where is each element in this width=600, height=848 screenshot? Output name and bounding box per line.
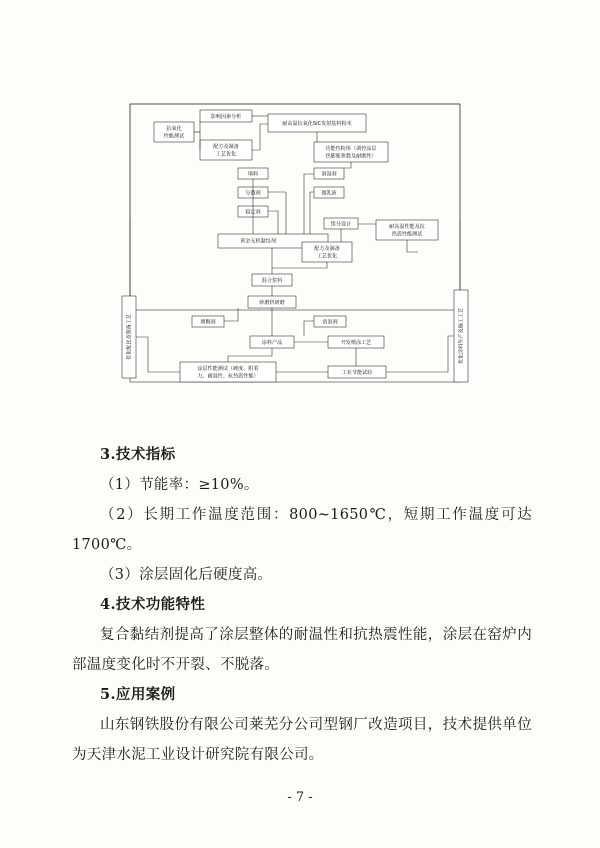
diagram-node-dispersant: 分散剂 — [245, 190, 261, 197]
diagram-node-influence: 影响因素分析 — [210, 114, 242, 120]
section-4-para-1: 复合黏结剂提高了涂层整体的耐温性和抗热震性能，涂层在窑炉内部温度变化时不开裂、不脱落。 — [72, 627, 532, 673]
section-3-para-2: （2）长期工作温度范围：800~1650℃，短期工作温度可达1700℃。 — [72, 507, 532, 553]
diagram-node-binder: 黄金无机黏结剂 — [240, 238, 276, 245]
diagram-node-formula-opt-1-l1: 配方及制备 — [213, 144, 239, 150]
diagram-node-left-side: 优化配比及制备工艺 — [126, 314, 133, 360]
diagram-node-formula-opt-1-l2: 工艺优化 — [215, 151, 237, 158]
diagram-node-right-side: 优化涂料生产及施工工艺 — [458, 307, 465, 365]
diagram-node-spray-process: 开发喷涂工艺 — [340, 340, 372, 346]
section-5-para-1: 山东钢铁股份有限公司莱芜分公司型钢厂改造项目，技术提供单位为天津水泥工业设计研究院有限公司。 — [72, 717, 532, 763]
diagram-node-energy-test: 工业节能试验 — [341, 370, 373, 376]
diagram-node-sic-powder: 耐高温抗氧化SiC发射基料粉末 — [282, 121, 352, 127]
diagram-node-coating-test-l1: 涂层性能测试（硬度、附着 — [197, 366, 259, 372]
section-3-para-3: （3）涂层固化后硬度高。 — [100, 567, 273, 583]
diagram-node-function-body-l2: 热膨胀系数及耐磨性） — [325, 153, 377, 160]
diagram-node-coating-test-l2: 力、耐温性、抗热震性能） — [197, 373, 259, 380]
section-heading-3: 3.技术指标 — [100, 446, 176, 463]
diagram-node-oxidation-test-l2: 性能测试 — [163, 133, 185, 140]
section-heading-4: 4.技术功能特性 — [100, 596, 206, 613]
diagram-node-thickener: 增稠剂 — [200, 319, 216, 326]
process-flow-diagram — [118, 100, 488, 420]
diagram-node-mixed-slurry: 混合浆料 — [261, 278, 283, 284]
diagram-node-lubricant: 润湿剂 — [321, 171, 337, 178]
document-body — [72, 440, 532, 770]
diagram-node-component-design: 组分设计 — [330, 221, 352, 228]
diagram-node-grind: 砂磨机研磨 — [259, 300, 285, 306]
diagram-node-formula-opt-2-l1: 配方及制备 — [314, 246, 340, 252]
diagram-node-stabilizer: 稳定剂 — [245, 209, 261, 216]
diagram-node-product: 涂料产品 — [261, 340, 283, 346]
page-number: - 7 - — [287, 790, 313, 805]
diagram-node-function-body-l1: 功能性粉体（调控涂层 — [325, 146, 377, 152]
diagram-node-high-temp-test-l1: 耐高温性能及抗 — [389, 224, 425, 230]
diagram-node-filler: 填料 — [247, 171, 259, 178]
diagram-node-high-temp-test-l2: 热震性能测试 — [391, 231, 423, 238]
section-3-para-1: （1）节能率：≥10%。 — [100, 477, 259, 493]
diagram-node-oxidation-test-l1: 抗氧化 — [166, 126, 182, 132]
diagram-node-emulsion: 微乳液 — [321, 190, 337, 197]
diagram-node-formula-opt-2-l2: 工艺优化 — [316, 253, 338, 260]
section-heading-5: 5.应用案例 — [100, 686, 176, 703]
diagram-node-defoamer: 消泡剂 — [322, 319, 338, 326]
